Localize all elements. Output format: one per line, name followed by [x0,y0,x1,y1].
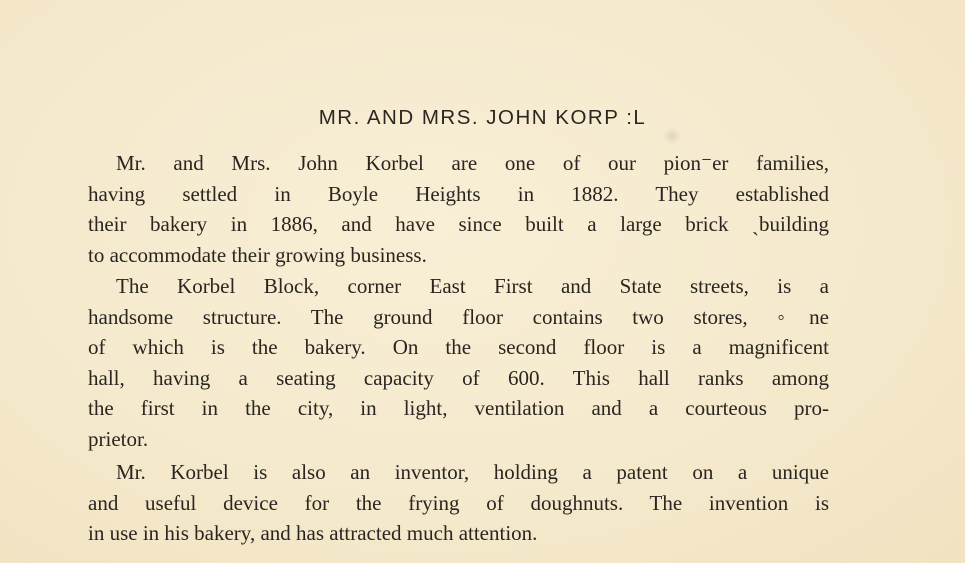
text-line: The Korbel Block, corner East First and State streets, is a [116,274,829,298]
paragraph-3 [88,457,829,549]
text-line: hall, having a seating capacity of 600. This hall ranks among [88,365,829,390]
text-line: handsome structure. The ground floor contains two stores, ◦ne [88,304,829,329]
text-line: in use in his bakery, and has attracted much attention. [88,521,538,545]
page-title: MR. AND MRS. JOHN KORP :L [318,106,647,129]
paragraph-1 [88,148,829,270]
text-line: the first in the city, in light, ventilation and a courteous pro- [88,396,829,420]
paragraph-2 [88,271,829,454]
text-line: to accommodate their growing business. [88,242,427,267]
text-line: prietor. [88,426,149,451]
text-line: having settled in Boyle Heights in 1882. They established [88,181,829,206]
ink-smudge [663,127,681,145]
text-line: Mr. Korbel is also an inventor, holding a patent on a unique [116,460,829,484]
text-line: of which is the bakery. On the second floor is a magnificent [88,335,829,359]
text-line: their bakery in 1886, and have since built a large brick ˎbuilding [88,212,829,236]
text-line: Mr. and Mrs. John Korbel are one of our pion⁻er families, [116,151,829,175]
text-line: and useful device for the frying of doughnuts. The invention is [88,490,829,515]
